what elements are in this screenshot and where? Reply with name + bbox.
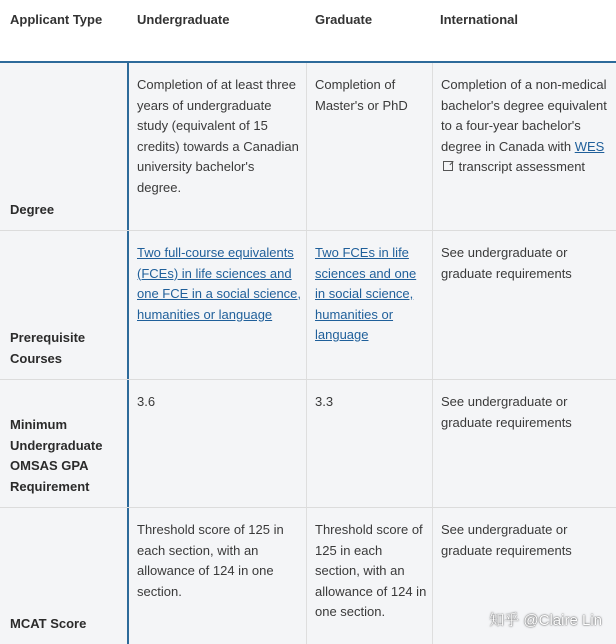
header-undergraduate: Undergraduate	[137, 12, 230, 27]
row-label-prerequisites: Prerequisite Courses	[10, 330, 86, 366]
cell-gpa-undergraduate: 3.6	[129, 380, 307, 507]
cell-gpa-international: See undergraduate or graduate requirements	[441, 394, 572, 430]
header-graduate: Graduate	[315, 12, 373, 27]
cell-degree-undergraduate: Completion of at least three years of undergraduate study (equivalent of 15 credits) towards a Canadian university bachelor's degree.	[129, 63, 307, 230]
table-row-prerequisites	[0, 231, 616, 380]
cell-degree-graduate: Completion of Master's or PhD	[307, 63, 433, 230]
cell-prereq-graduate	[307, 231, 433, 379]
prereq-graduate-link[interactable]: Two FCEs in life sciences and one in social science, humanities or language	[315, 245, 417, 342]
header-applicant-type: Applicant Type	[10, 12, 103, 27]
cell-mcat-international: See undergraduate or graduate requirements	[441, 522, 572, 558]
row-label-gpa: Minimum Undergraduate OMSAS GPA Requirement	[10, 417, 103, 494]
cell-gpa-graduate: 3.3	[307, 380, 433, 507]
table-row-degree	[0, 63, 616, 231]
degree-intl-text-before: Completion of a non-medical bachelor's degree equivalent to a four-year bachelor's degree in Canada with	[441, 77, 607, 154]
row-label-cell	[0, 380, 129, 507]
row-label-mcat: MCAT Score	[10, 615, 87, 631]
degree-intl-text-after: transcript assessment	[455, 159, 586, 174]
row-label-degree: Degree	[10, 201, 55, 217]
external-link-icon[interactable]	[443, 161, 453, 171]
cell-mcat-undergraduate: Threshold score of 125 in each section, with an allowance of 124 in one section.	[129, 508, 307, 644]
cell-prereq-undergraduate	[129, 231, 307, 379]
table-header	[0, 0, 616, 63]
prereq-undergraduate-link[interactable]: Two full-course equivalents (FCEs) in life sciences and one FCE in a social science, humanities or language	[137, 245, 302, 322]
cell-degree-international	[433, 63, 616, 230]
cell-prereq-international: See undergraduate or graduate requirements	[441, 245, 572, 281]
row-label-cell	[0, 63, 129, 230]
row-label-cell	[0, 508, 129, 644]
watermark: 知乎 @Claire Lin	[489, 612, 602, 629]
cell-mcat-graduate: Threshold score of 125 in each section, with an allowance of 124 in one section.	[307, 508, 433, 644]
header-international: International	[440, 12, 519, 27]
row-label-cell	[0, 231, 129, 379]
table-row-gpa	[0, 380, 616, 508]
wes-link[interactable]: WES	[574, 138, 605, 154]
